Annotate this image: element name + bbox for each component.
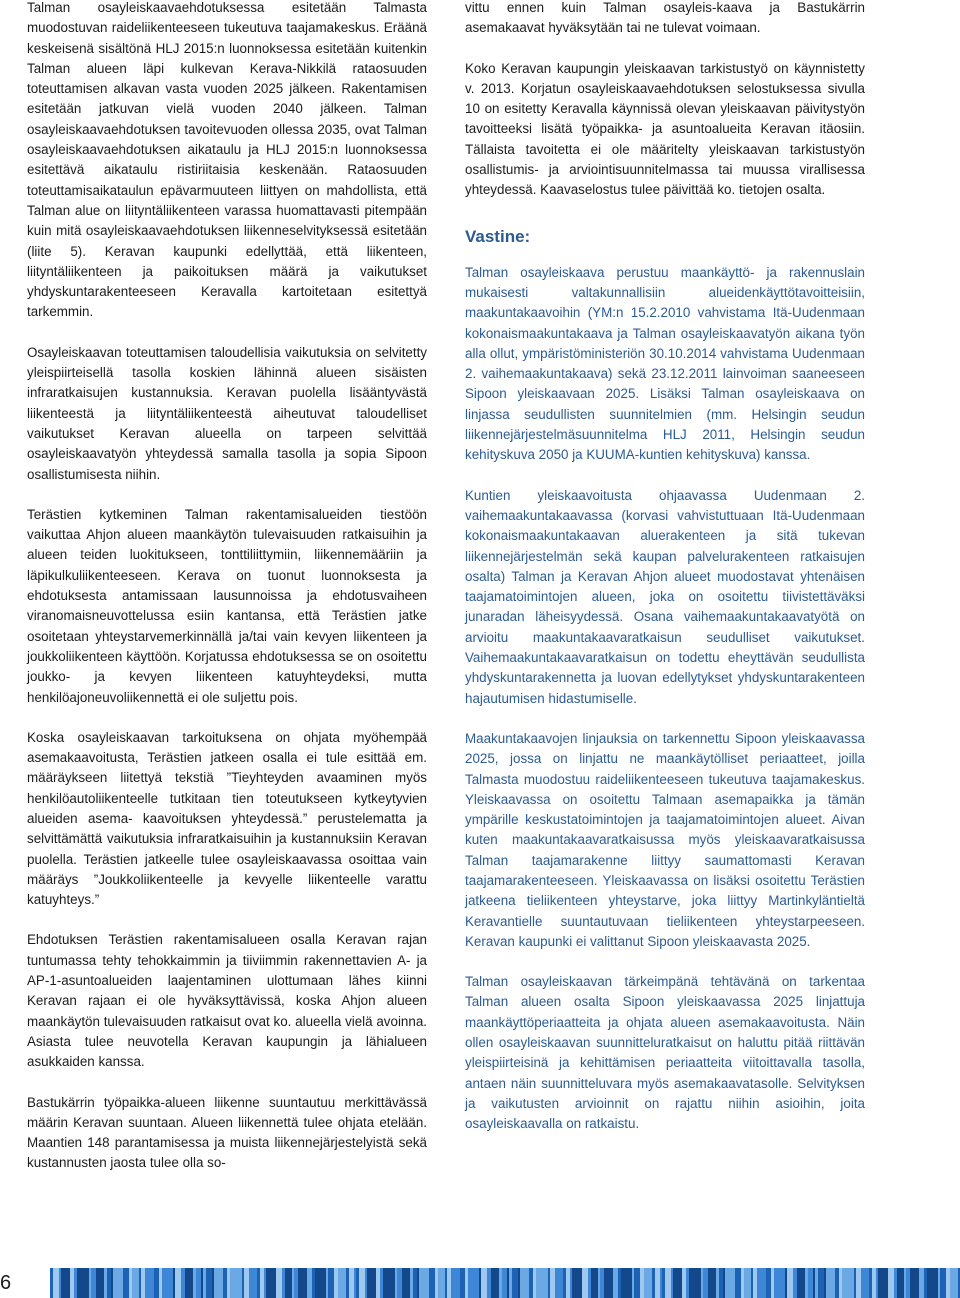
bar-stripe xyxy=(89,1268,91,1298)
bar-stripe xyxy=(206,1268,212,1298)
bar-stripe xyxy=(59,1268,61,1298)
bar-stripe xyxy=(419,1268,429,1298)
bar-stripe xyxy=(212,1268,214,1298)
bar-stripe xyxy=(716,1268,719,1298)
bar-stripe xyxy=(113,1268,123,1298)
bar-stripe xyxy=(145,1268,154,1298)
bar-stripe xyxy=(445,1268,447,1298)
bar-stripe xyxy=(703,1268,708,1298)
bar-stripe xyxy=(185,1268,193,1298)
bar-stripe xyxy=(328,1268,334,1298)
bar-stripe xyxy=(604,1268,613,1298)
bar-stripe xyxy=(861,1268,869,1298)
response-paragraph-1: Talman osayleiskaava perustuu maankäyttö- ja rakennuslain mukaisesti valtakunnallisiin alueidenkäyttötavoitteisiin, maakuntakaavoihin (YM:n 15.2.2010 vahvistama Itä-Uudenmaan kokonaismaakuntakaava ja Talman osayleiskaavatyön aikana työn alla ollut, ympäristöministeriön 30.10.2014 vahvistama Uudenmaan 2. vaihemaakuntakaava) sekä 23.12.2011 lainvoiman saaneeseen Sipoon yleiskaavaan 2025. Lisäksi Talman osayleiskaava on linjassa seudullisten suunnitelmien (mm. Helsingin seudun liikennejärjestelmäsuunnitelma HLJ 2011, Helsingin seudun kehityskuva 2050 ja KUUMA-kuntien kehityskuva) kanssa. xyxy=(465,264,865,463)
bar-stripe xyxy=(787,1268,793,1298)
bar-stripe xyxy=(757,1268,766,1298)
bar-stripe xyxy=(264,1268,266,1298)
bar-stripe xyxy=(598,1268,600,1298)
bar-stripe xyxy=(872,1268,876,1298)
body-paragraph-2: Osayleiskaavan toteuttamisen taloudellisia vaikutuksia on selvitetty yleispiirteisellä tasolla koskien lähinnä alueen sisäisten infraratkaisujen kustannuksia. Keravan puolella lisääntyvästä liikenteestä ja liityntäliikenteestä aiheutuvat taloudelliset vaikutukset Keravan alueella on tarpeen selvittää osayleiskaavatyön yhteydessä samalla tasolla ja sopia Sipoon osallistumisesta niihin. xyxy=(27,344,427,482)
bar-stripe xyxy=(499,1268,502,1298)
bar-stripe xyxy=(242,1268,244,1298)
bar-stripe xyxy=(285,1268,292,1298)
bar-stripe xyxy=(326,1268,328,1298)
bar-stripe xyxy=(588,1268,591,1298)
bar-stripe xyxy=(938,1268,940,1298)
bar-stripe xyxy=(919,1268,924,1298)
bar-stripe xyxy=(910,1268,919,1298)
bar-stripe xyxy=(402,1268,410,1298)
bar-stripe xyxy=(282,1268,285,1298)
bar-stripe xyxy=(652,1268,655,1298)
bar-stripe xyxy=(518,1268,520,1298)
body-paragraph-5: Ehdotuksen Terästien rakentamisalueen osalla Keravan rajan tuntumassa tehty tehokkaimmin ja tiiviimmin rakennettavien A- ja AP-1-asuntoalueiden laajentaminen ulottumaan lähes kiinni Keravan rajaan ei ole hyväksyttävissä, koska Ahjon alueen maankäytön tulevaisuuden ratkaisut ovat ko. alueella vielä avoinna. Asiasta tulee neuvotella Keravan kaupungin ja lähialueen asukkaiden kanssa. xyxy=(27,932,427,1070)
bar-stripe xyxy=(751,1268,753,1298)
bar-stripe xyxy=(570,1268,572,1298)
bar-stripe xyxy=(701,1268,703,1298)
bar-stripe xyxy=(367,1268,376,1298)
bar-stripe xyxy=(481,1268,487,1298)
bar-stripe xyxy=(260,1268,264,1298)
bar-stripe xyxy=(854,1268,856,1298)
bar-stripe xyxy=(123,1268,129,1298)
bar-stripe xyxy=(824,1268,826,1298)
bar-stripe xyxy=(96,1268,104,1298)
bar-stripe xyxy=(876,1268,878,1298)
bar-stripe xyxy=(869,1268,872,1298)
bar-stripe xyxy=(797,1268,805,1298)
bar-stripe xyxy=(512,1268,518,1298)
bar-stripe xyxy=(70,1268,74,1298)
bar-stripe xyxy=(894,1268,897,1298)
bar-stripe xyxy=(640,1268,644,1298)
bar-stripe xyxy=(563,1268,566,1298)
bar-stripe xyxy=(380,1268,383,1298)
bar-stripe xyxy=(682,1268,686,1298)
bar-stripe xyxy=(906,1268,910,1298)
bar-stripe xyxy=(507,1268,509,1298)
bar-stripe xyxy=(888,1268,894,1298)
bar-stripe xyxy=(735,1268,741,1298)
bar-stripe xyxy=(644,1268,652,1298)
bar-stripe xyxy=(214,1268,223,1298)
bar-stripe xyxy=(50,1268,53,1298)
bar-stripe xyxy=(856,1268,861,1298)
body-paragraph-3: Terästien kytkeminen Talman rakentamisalueiden tiestöön vaikuttaa Ahjon alueen maankäytön tulevaisuuden ratkaisuihin ja alueen teiden luokitukseen, tonttiliittymiin, liikennemääriin ja läpikulkuliikenteeseen. Kerava on tuonut luonnoksesta ja ehdotuksesta antamissaan lausunnoissa ja ehdotusvaiheen viranomaisneuvottelussa esiin kantansa, että Terästien jatke osoitetaan yhteystarvemerkinnällä ja/tai vain kevyen liikenteen ja joukkoliikenteen käyttöön. Korjatussa ehdotuksessa se on osoitettu joukko- ja kevyen liikenteen katuyhteydeksi, mutta henkilöajoneuvoliikennettä ei ole suljettu pois. xyxy=(27,506,427,705)
bar-stripe xyxy=(771,1268,774,1298)
bar-stripe xyxy=(591,1268,598,1298)
bar-stripe xyxy=(249,1268,257,1298)
bar-stripe xyxy=(479,1268,481,1298)
page-number: 6 xyxy=(0,1272,12,1294)
bar-stripe xyxy=(686,1268,689,1298)
bar-stripe xyxy=(719,1268,723,1298)
bar-stripe xyxy=(338,1268,346,1298)
bar-stripe xyxy=(940,1268,946,1298)
bar-stripe xyxy=(723,1268,725,1298)
bar-stripe xyxy=(383,1268,395,1298)
bar-stripe xyxy=(129,1268,132,1298)
bar-stripe xyxy=(660,1268,662,1298)
bar-stripe xyxy=(417,1268,419,1298)
response-paragraph-3: Maakuntakaavojen linjauksia on tarkennettu Sipoon yleiskaavassa 2025, jossa on linjattu ne maankäytölliset periaatteet, joilla Talmasta muodostuu raideliikenteeseen tukeutuva taajamakeskus. Yleiskaavassa on osoitettu Talmaan asemapaikka ja tämän ympärille keskustatoimintojen ja taajamatoimintojen alueet. Aivan kuten maakuntakaavaratkaisussa myös yleiskaavaratkaisussa Talman taajamarakenne liittyy saumattomasti Keravan taajamarakenteeseen. Yleiskaavassa on lisäksi osoitettu Terästien jatkeena tieliikenteen yhteystarve, joka liittyy Martinkyläntieltä Keravantielle suuntautuvaan tieliikenteen yhteystarpeeseen. Keravan kaupunki ei valittanut Sipoon yleiskaavasta 2025. xyxy=(465,730,865,949)
bar-stripe xyxy=(950,1268,958,1298)
bar-stripe xyxy=(520,1268,529,1298)
bar-stripe xyxy=(356,1268,359,1298)
bar-stripe xyxy=(491,1268,499,1298)
bar-stripe xyxy=(793,1268,797,1298)
bar-stripe xyxy=(673,1268,682,1298)
bar-stripe xyxy=(582,1268,588,1298)
bar-stripe xyxy=(346,1268,349,1298)
bar-stripe xyxy=(753,1268,757,1298)
response-paragraph-4: Talman osayleiskaavan tärkeimpänä tehtävänä on tarkentaa Talman alueen osalta Sipoon yleiskaavassa 2025 linjattuja maankäyttöperiaatteita ja ohjata alueen asemakaavoitusta. Näin ollen osayleiskaavan suunnitteluratkaisut on haluttu pitää riittävän yleispiirteisinä ja kehittämisen periaatteita viitoittavalla tasolla, antaen näin suunnitteluvara myös asemakaavatasolle. Selvityksen ja vaikutusten arvioinnit on rajattu niihin asioihin, joita osayleiskaavalla on ratkaistu. xyxy=(465,974,865,1132)
bar-stripe xyxy=(294,1268,298,1298)
bar-stripe xyxy=(429,1268,435,1298)
bar-stripe xyxy=(548,1268,550,1298)
bar-stripe xyxy=(487,1268,491,1298)
bar-stripe xyxy=(203,1268,206,1298)
bar-stripe xyxy=(808,1268,813,1298)
bar-stripe xyxy=(141,1268,145,1298)
bar-stripe xyxy=(349,1268,354,1298)
bar-stripe xyxy=(447,1268,451,1298)
bar-stripe xyxy=(665,1268,671,1298)
body-paragraph-4: Koska osayleiskaavan tarkoituksena on ohjata myöhempää asemakaavoitusta, Terästien jatkeen osalla ei tule esittää em. määräykseen liitettyä tekstiä ”Tieyhteyden avaaminen myös henkilöautoliikenteelle tutkitaan tien toteutukseen kytkeytyvien alueiden asema- kaavoituksen yhteydessä.” perustelematta ja selvittämättä vaikutuksia infraratkaisuihin ja kustannuksiin Keravan puolella. Terästien jatkeelle tulee osayleiskaavassa osoittaa vain määräys ”Joukkoliikenteelle ja kevyelle liikenteelle varattu katuyhteys.” xyxy=(27,729,427,908)
bar-stripe xyxy=(132,1268,139,1298)
bar-stripe xyxy=(154,1268,159,1298)
bar-stripe xyxy=(725,1268,735,1298)
bar-stripe xyxy=(91,1268,96,1298)
bar-stripe xyxy=(904,1268,906,1298)
bar-stripe xyxy=(835,1268,839,1298)
bar-stripe xyxy=(465,1268,468,1298)
bar-stripe xyxy=(61,1268,70,1298)
bar-stripe xyxy=(315,1268,326,1298)
bar-stripe xyxy=(842,1268,854,1298)
bar-stripe xyxy=(173,1268,175,1298)
bar-stripe xyxy=(451,1268,460,1298)
bar-stripe xyxy=(395,1268,397,1298)
bar-stripe xyxy=(413,1268,417,1298)
bar-stripe xyxy=(266,1268,276,1298)
bar-stripe xyxy=(655,1268,660,1298)
bar-stripe xyxy=(354,1268,356,1298)
bar-stripe xyxy=(689,1268,701,1298)
bar-stripe xyxy=(359,1268,365,1298)
bar-stripe xyxy=(826,1268,835,1298)
bar-stripe xyxy=(766,1268,771,1298)
bar-stripe xyxy=(662,1268,665,1298)
bar-stripe xyxy=(878,1268,888,1298)
bar-stripe xyxy=(509,1268,512,1298)
bar-stripe xyxy=(529,1268,533,1298)
response-heading: Vastine: xyxy=(465,226,531,246)
bar-stripe xyxy=(634,1268,640,1298)
continued-paragraph: vittu ennen kuin Talman osayleis-kaava ja Bastukärrin asemakaavat hyväksytään tai ne tulevat voimaan. xyxy=(465,0,865,36)
bar-stripe xyxy=(839,1268,842,1298)
bar-stripe xyxy=(201,1268,203,1298)
bar-stripe xyxy=(460,1268,465,1298)
bar-stripe xyxy=(159,1268,162,1298)
bar-stripe xyxy=(815,1268,818,1298)
bar-stripe xyxy=(774,1268,785,1298)
bar-stripe xyxy=(227,1268,230,1298)
bar-stripe xyxy=(468,1268,479,1298)
bar-stripe xyxy=(397,1268,402,1298)
bar-stripe xyxy=(785,1268,787,1298)
response-paragraph-2: Kuntien yleiskaavoitusta ohjaavassa Uudenmaan 2. vaihemaakuntakaavassa (korvasi vahvistuttuaan Itä-Uudenmaan kokonaismaakuntakaavan aluerakenteen ja sitä tukevan liikennejärjestelmän sekä kaupan palvelurakenteen ratkaisujen osalta) Talman ja Keravan Ahjon alueet muodostavat yhtenäisen taajamatoimintojen alueen, joka on osoitettu tiivistettäväksi junaradan läheisyydessä. Osana vaihemaakuntakaavatyötä on arvioitu maakuntakaavaratkaisun seudulliset vaikutukset. Vaihemaakuntakaavaratkaisun on todettu eheyttävän seudullista yhdyskuntarakennetta ja luovan edellytykset yhdyskuntarakenteen hajautumisen hidastumiselle. xyxy=(465,487,865,706)
bar-stripe xyxy=(818,1268,824,1298)
bar-stripe xyxy=(193,1268,196,1298)
bar-stripe xyxy=(536,1268,548,1298)
bar-stripe xyxy=(365,1268,367,1298)
bar-stripe xyxy=(550,1268,555,1298)
bar-stripe xyxy=(104,1268,107,1298)
bar-stripe xyxy=(312,1268,315,1298)
bar-stripe xyxy=(181,1268,185,1298)
bar-stripe xyxy=(107,1268,111,1298)
bar-stripe xyxy=(376,1268,380,1298)
bar-stripe xyxy=(744,1268,751,1298)
bar-stripe xyxy=(230,1268,242,1298)
bar-stripe xyxy=(924,1268,927,1298)
bar-stripe xyxy=(533,1268,536,1298)
bar-stripe xyxy=(111,1268,113,1298)
bar-stripe xyxy=(244,1268,249,1298)
bar-stripe xyxy=(927,1268,938,1298)
bar-stripe xyxy=(572,1268,582,1298)
bar-stripe xyxy=(555,1268,563,1298)
bar-stripe xyxy=(438,1268,445,1298)
body-paragraph-yleiskaava: Koko Keravan kaupungin yleiskaavan tarkistustyö on käynnistetty v. 2013. Korjatun osayleiskaavaehdotuksen selostuksessa sivulla 10 on esitetty Keravalla käynnissä olevan yleiskaavan päivitystyön tavoitteeksi lisätä työpaikka- ja asuntoalueita Keravan itäosiin. Tällaista tavoitetta ei ole määritelty yleiskaavan tarkistustyön osallistumis- ja arviointisuunnitelmassa tai muussa virallisessa yhteydessä. Kaavaselostus tulee päivittää ko. tietojen osalta. xyxy=(465,60,865,198)
bar-stripe xyxy=(77,1268,89,1298)
bar-stripe xyxy=(175,1268,181,1298)
bar-stripe xyxy=(502,1268,507,1298)
body-paragraph-6: Bastukärrin työpaikka-alueen liikenne suuntautuu merkittävässä määrin Keravan suuntaan. Alueen liikennettä tulee ohjata etelään. Maantien 148 parantamisessa ja muista liikennejärjestelyistä sekä kustannusten jaosta tulee olla so- xyxy=(27,1094,427,1171)
bar-stripe xyxy=(618,1268,621,1298)
left-column xyxy=(27,0,427,1174)
bar-stripe xyxy=(298,1268,307,1298)
bar-stripe xyxy=(139,1268,141,1298)
bar-stripe xyxy=(410,1268,413,1298)
bar-stripe xyxy=(566,1268,570,1298)
bar-stripe xyxy=(671,1268,673,1298)
bar-stripe xyxy=(307,1268,312,1298)
bar-stripe xyxy=(897,1268,904,1298)
bar-stripe xyxy=(946,1268,950,1298)
bar-stripe xyxy=(74,1268,77,1298)
bar-stripe xyxy=(708,1268,716,1298)
bar-stripe xyxy=(613,1268,618,1298)
bar-stripe xyxy=(435,1268,438,1298)
bar-stripe xyxy=(334,1268,338,1298)
bar-stripe xyxy=(292,1268,294,1298)
bar-stripe xyxy=(632,1268,634,1298)
bar-stripe xyxy=(805,1268,808,1298)
bar-stripe xyxy=(600,1268,604,1298)
bar-stripe xyxy=(813,1268,815,1298)
bar-stripe xyxy=(257,1268,260,1298)
body-paragraph-1: Talman osayleiskaavaehdotuksessa esitetään Talmasta muodostuvan raideliikenteeseen tukeutuva taajamakeskus. Eräänä keskeisenä sisältönä HLJ 2015:n luonnoksessa esitetään kuitenkin Talman alueen läpi kulkevan Kerava-Nikkilä rataosuuden toteuttamisen alkavan vasta vuoden 2025 jälkeen. Rakentamisen esitetään jatkuvan vielä vuoden 2040 jälkeen. Talman osayleiskaavaehdotuksen tavoitevuoden ollessa 2035, ovat Talman osayleiskaavaehdotuksen aikataulu ja HLJ 2015:n luonnoksessa esitettävä aikataulu ristiriitaisia keskenään. Rataosuuden toteuttamisaikataulun epävarmuuteen liittyen on mahdollista, että Talman alue on liityntäliikenteen varassa huomattavasti pitempään kuin mitä osayleiskaavaehdotuksen liikenneselvityksessä esitetään (liite 5). Keravan kaupunki edellyttää, että liikenteen, liityntäliikenteen ja paikoituksen määrä ja vaikutukset yhdyskuntarakenteeseen Keravalla kartoitetaan esitettyä tarkemmin. xyxy=(27,0,427,320)
bar-stripe xyxy=(223,1268,227,1298)
bar-stripe xyxy=(162,1268,173,1298)
decorative-color-bar xyxy=(50,1268,960,1298)
bar-stripe xyxy=(621,1268,632,1298)
bar-stripe xyxy=(741,1268,744,1298)
bar-stripe xyxy=(276,1268,282,1298)
right-column xyxy=(465,0,865,1135)
bar-stripe xyxy=(196,1268,201,1298)
bar-stripe xyxy=(53,1268,59,1298)
